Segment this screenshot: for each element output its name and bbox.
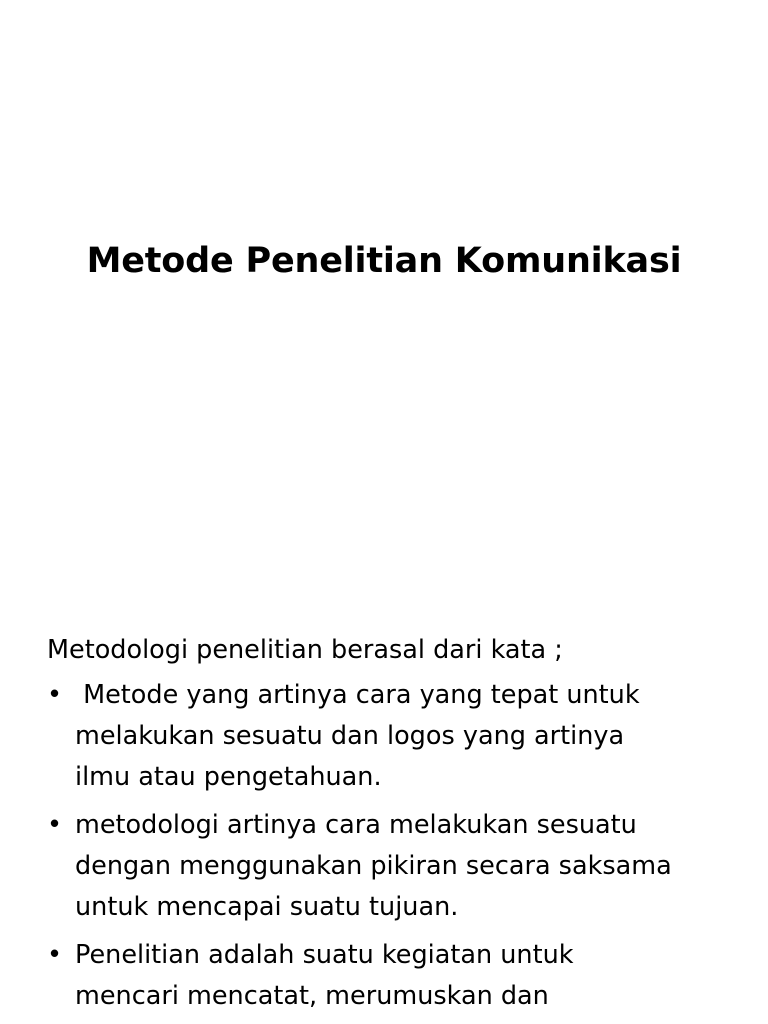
intro-text: Metodologi penelitian berasal dari kata ; (47, 635, 563, 665)
bullet-3-line-2: mencari mencatat, merumuskan dan (75, 981, 549, 1011)
bullet-1-line-2: melakukan sesuatu dan logos yang artinya (75, 721, 625, 751)
bullet-list (47, 675, 747, 1017)
bullet-2-line-3: untuk mencapai suatu tujuan. (75, 892, 459, 922)
slide-title: Metode Penelitian Komunikasi (86, 241, 682, 281)
slide-body (47, 630, 747, 1024)
bullet-item-1 (47, 675, 747, 798)
bullet-dot-icon: • (47, 940, 63, 970)
bullet-1-line-3: ilmu atau pengetahuan. (75, 762, 382, 792)
bullet-2-line-1: metodologi artinya cara melakukan sesuatu (75, 810, 637, 840)
bullet-1-line-1: Metode yang artinya cara yang tepat untuk (75, 680, 640, 710)
bullet-dot-icon: • (47, 810, 63, 840)
bullet-item-3 (47, 935, 747, 1017)
bullet-item-2 (47, 805, 747, 928)
bullet-dot-icon: • (47, 680, 63, 710)
bullet-2-line-2: dengan menggunakan pikiran secara saksama (75, 851, 672, 881)
bullet-3-line-1: Penelitian adalah suatu kegiatan untuk (75, 940, 574, 970)
